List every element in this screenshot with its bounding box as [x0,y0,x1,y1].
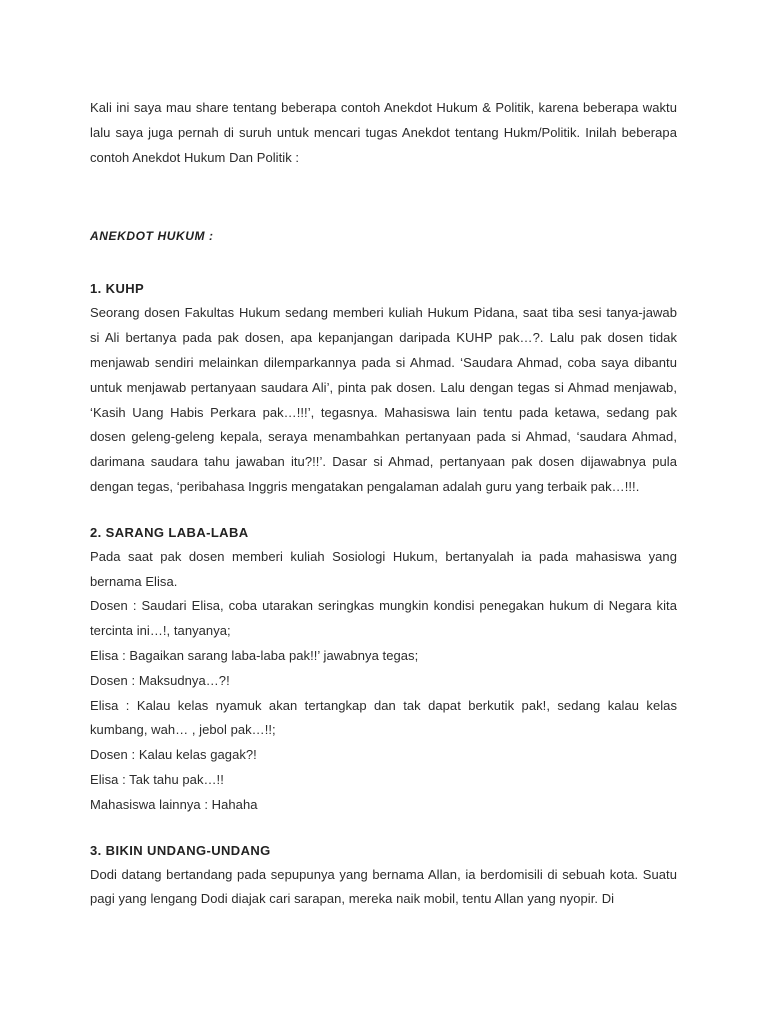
story-paragraph: Dodi datang bertandang pada sepupunya yang bernama Allan, ia berdomisili di sebuah kota. Suatu pagi yang lengang Dodi diajak cari sarapan, mereka naik mobil, tentu Allan yang nyopir. Di [90,866,677,907]
story-title: 2. SARANG LABA-LABA [90,524,249,540]
story-bikin-undang-undang [90,839,677,913]
intro-paragraph: Kali ini saya mau share tentang beberapa contoh Anekdot Hukum & Politik, karena beberapa waktu lalu saya juga pernah di suruh untuk mencari tugas Anekdot tentang Hukm/Politik. Inilah beberapa contoh Anekdot Hukum Dan Politik : [90,100,677,165]
dialog-line: Dosen : Saudari Elisa, coba utarakan seringkas mungkin kondisi penegakan hukum di Negara kita tercinta ini…!, tanyanya; [90,598,677,639]
spacer [90,500,677,521]
spacer [90,170,677,228]
dialog-line: Mahasiswa lainnya : Hahaha [90,796,258,812]
section-title: ANEKDOT HUKUM : [90,229,214,244]
story-kuhp [90,277,677,499]
spacer [90,244,677,277]
spacer [90,818,677,839]
story-title: 1. KUHP [90,281,145,297]
story-title: 3. BIKIN UNDANG-UNDANG [90,842,271,858]
document-page [90,96,677,912]
dialog-line: Dosen : Maksudnya…?! [90,672,230,688]
story-paragraph: Seorang dosen Fakultas Hukum sedang memberi kuliah Hukum Pidana, saat tiba sesi tanya-jawab si Ali bertanya pada pak dosen, apa kepanjangan daripada KUHP pak…?. Lalu pak dosen tidak menjawab sendiri melainkan dilemparkannya pada si Ahmad. ‘Saudara Ahmad, coba saya dibantu untuk menjawab pertanyaan saudara Ali’, pinta pak dosen. Lalu dengan tegas si Ahmad menjawab, ‘Kasih Uang Habis Perkara pak…!!!’, tegasnya. Mahasiswa lain tentu pada ketawa, sedang pak dosen geleng-geleng kepala, seraya menambahkan pertanyaan pada si Ahmad, ‘saudara Ahmad, darimana saudara tahu jawaban itu?!!’. Dasar si Ahmad, pertanyaan pak dosen dijawabnya pula dengan tegas, ‘peribahasa Inggris mengatakan pengalaman adalah guru yang terbaik pak…!!!. [90,305,677,494]
dialog-line: Elisa : Bagaikan sarang laba-laba pak!!’ jawabnya tegas; [90,647,419,663]
dialog-line: Elisa : Tak tahu pak…!! [90,771,224,787]
story-paragraph: Pada saat pak dosen memberi kuliah Sosiologi Hukum, bertanyalah ia pada mahasiswa yang bernama Elisa. [90,548,677,589]
dialog-line: Elisa : Kalau kelas nyamuk akan tertangkap dan tak dapat berkutik pak!, sedang kalau kelas kumbang, wah… , jebol pak…!!; [90,697,677,738]
story-sarang-laba-laba [90,521,677,818]
dialog-line: Dosen : Kalau kelas gagak?! [90,747,257,763]
